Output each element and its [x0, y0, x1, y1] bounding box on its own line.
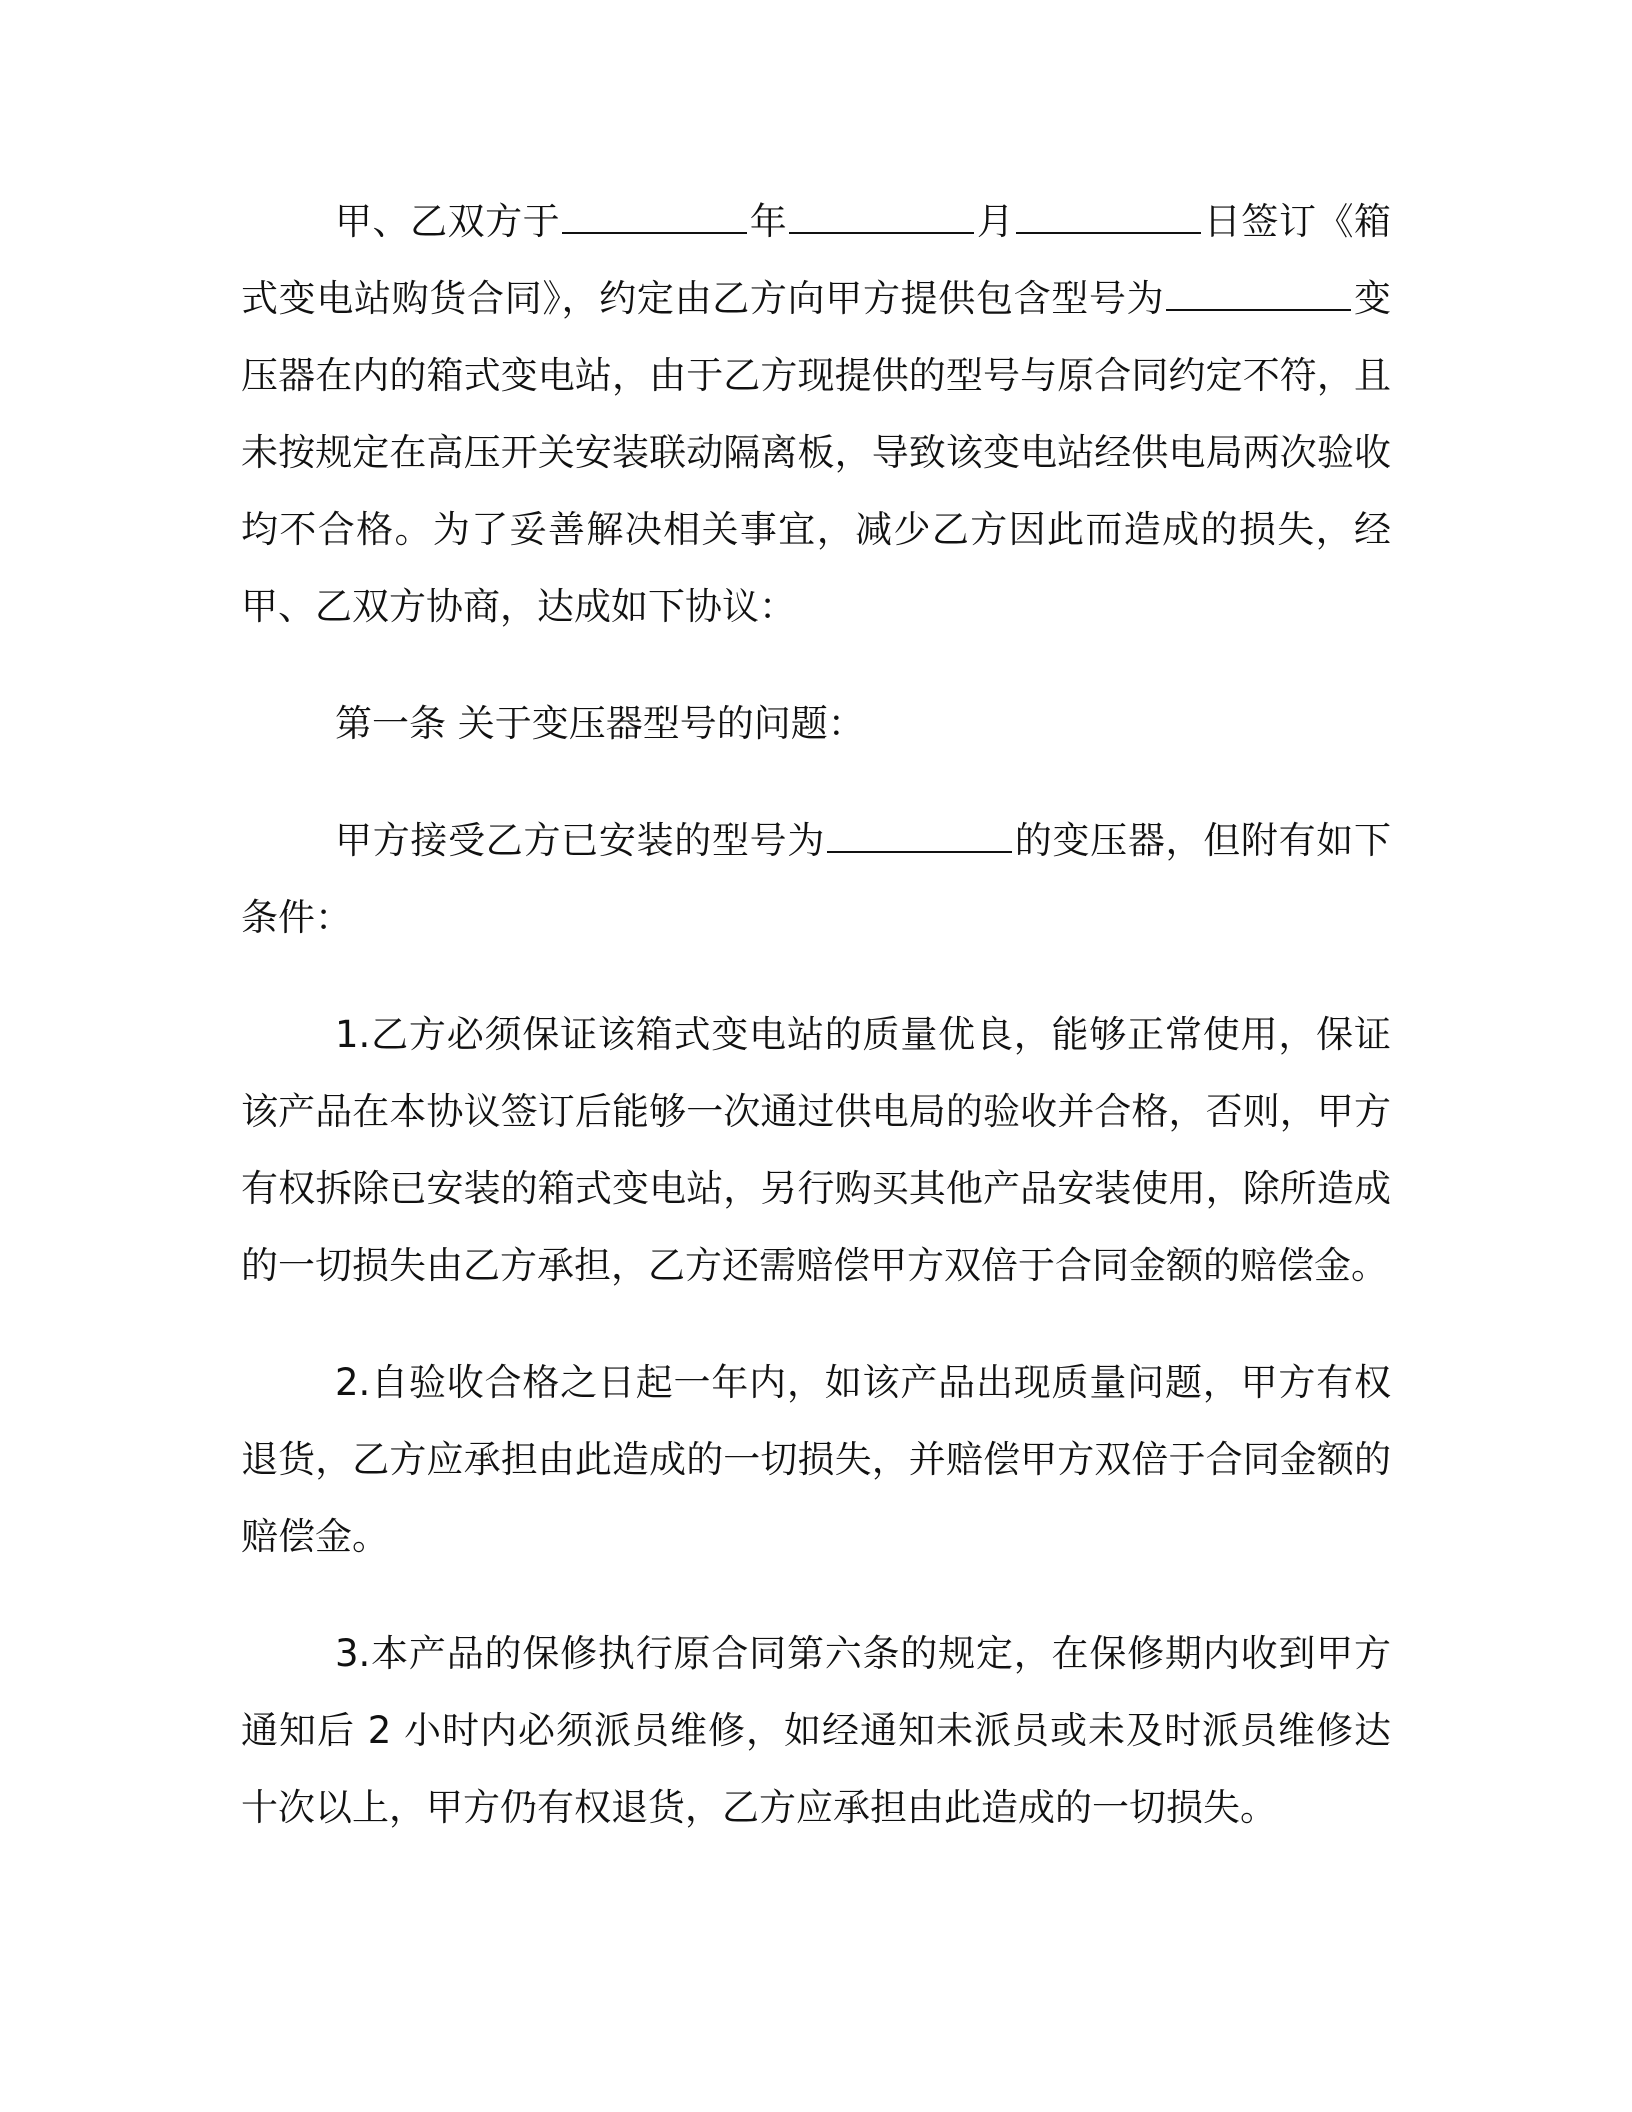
- condition-item-2: 2.自验收合格之日起一年内，如该产品出现质量问题，甲方有权退货，乙方应承担由此造成的一切损失，并赔偿甲方双倍于合同金额的赔偿金。: [241, 1361, 1391, 1558]
- condition-item-1: 1.乙方必须保证该箱式变电站的质量优良，能够正常使用，保证该产品在本协议签订后能够一次通过供电局的验收并合格，否则，甲方有权拆除已安装的箱式变电站，另行购买其他产品安装使用，除所造成的一切损失由乙方承担，乙方还需赔偿甲方双倍于合同金额的赔偿金。: [241, 1013, 1391, 1287]
- article-1-title: 第一条 关于变压器型号的问题：: [335, 702, 865, 745]
- month-label: 月: [976, 200, 1015, 243]
- article-1-intro: [241, 802, 1391, 956]
- article-1-intro-text-1: 甲方接受乙方已安装的型号为: [335, 819, 826, 862]
- document-body: [241, 183, 1391, 1846]
- paragraph-gap: [241, 645, 1391, 685]
- paragraph-gap: [241, 1304, 1391, 1344]
- model-blank: [1166, 308, 1351, 311]
- month-blank: [789, 231, 974, 234]
- intro-text-2: 日签订《箱式变电站购货合同》，约定由乙方向甲方提供包含型号为: [241, 200, 1392, 320]
- paragraph-gap: [241, 1575, 1391, 1615]
- paragraph-gap: [241, 762, 1391, 802]
- installed-model-blank: [827, 850, 1012, 853]
- condition-item-3: 3.本产品的保修执行原合同第六条的规定，在保修期内收到甲方通知后 2 小时内必须派员维修，如经通知未派员或未及时派员维修达十次以上，甲方仍有权退货，乙方应承担由此造成的一切损失。: [241, 1632, 1391, 1829]
- intro-paragraph: [241, 183, 1391, 645]
- paragraph-gap: [241, 956, 1391, 996]
- year-label: 年: [749, 200, 788, 243]
- year-blank: [562, 231, 747, 234]
- intro-text-3: 变压器在内的箱式变电站，由于乙方现提供的型号与原合同约定不符，且未按规定在高压开关安装联动隔离板，导致该变电站经供电局两次验收均不合格。为了妥善解决相关事宜，减少乙方因此而造成的损失，经甲、乙双方协商，达成如下协议：: [241, 277, 1392, 628]
- article-1-intro-text-2: 的变压器，但附有如下条件：: [241, 819, 1392, 939]
- intro-text-1: 甲、乙双方于: [335, 200, 561, 243]
- day-blank: [1016, 231, 1201, 234]
